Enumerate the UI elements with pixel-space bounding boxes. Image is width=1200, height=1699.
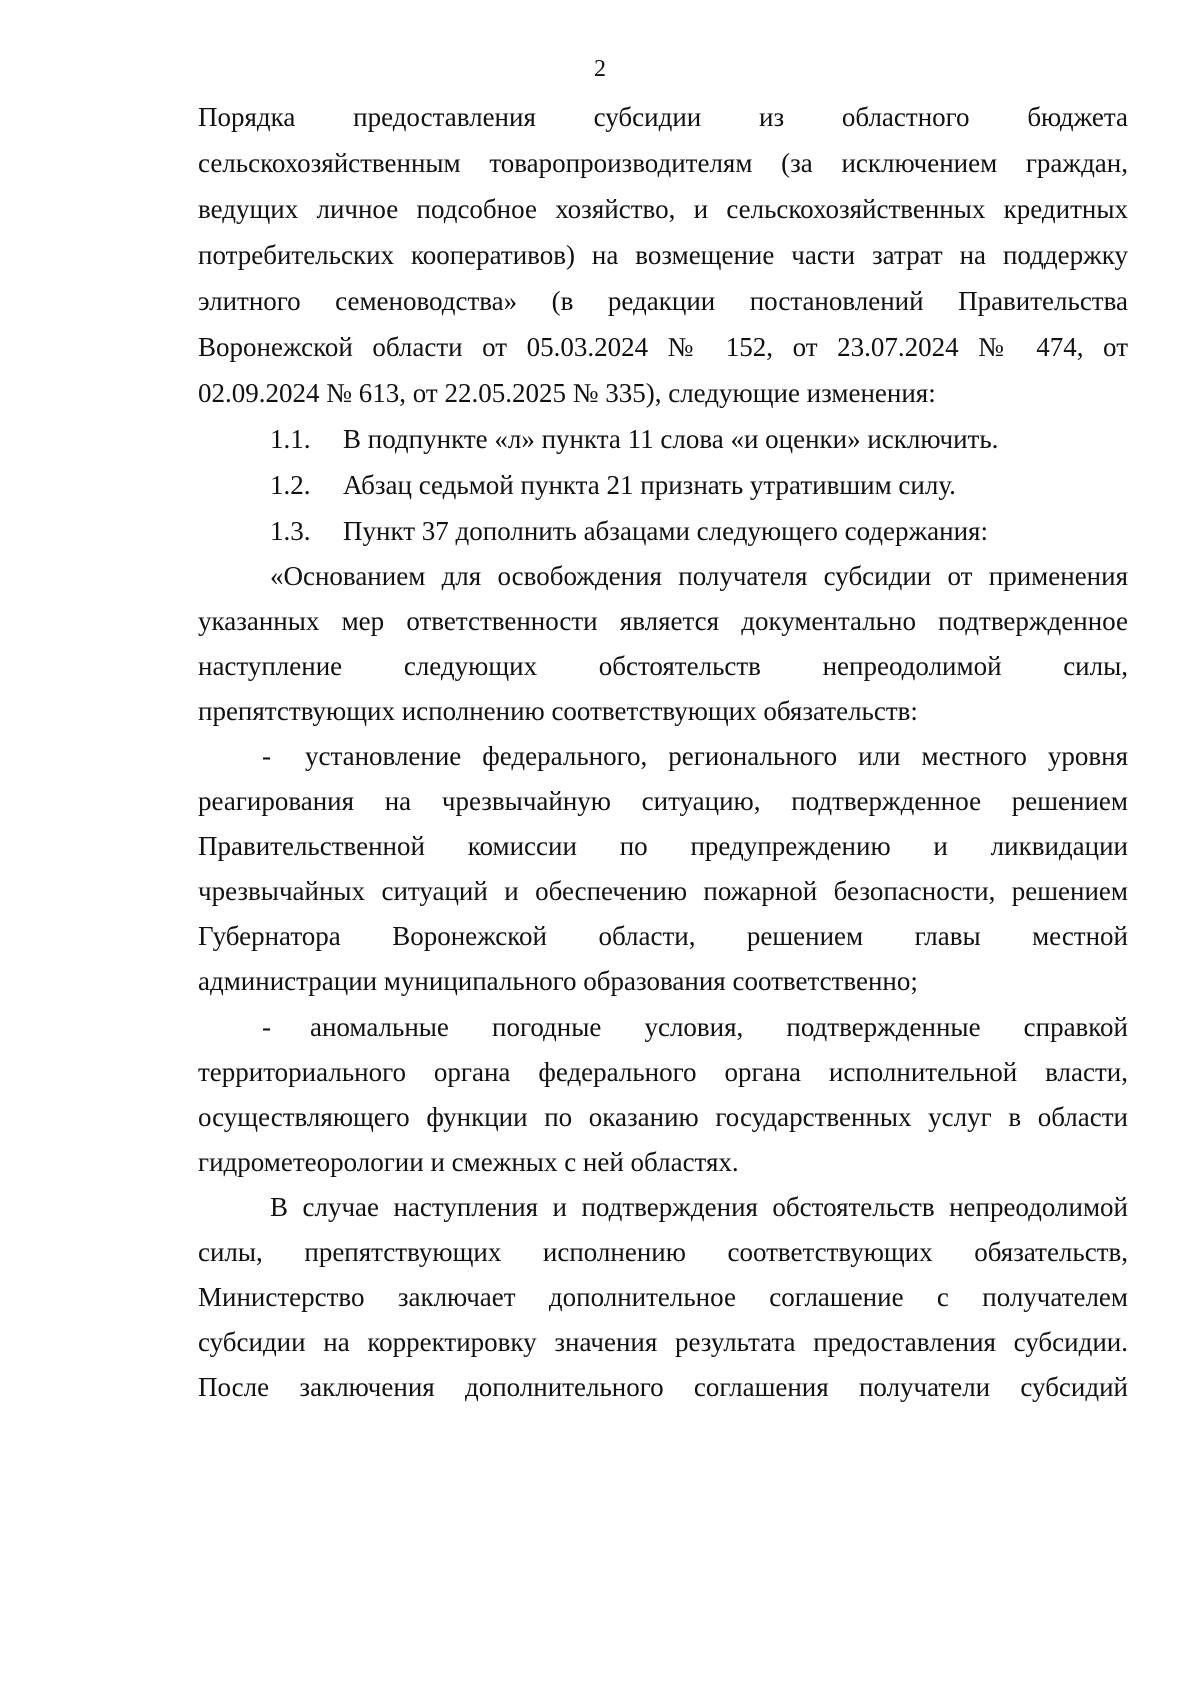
quote-line: препятствующих исполнению соответствующих обязательств:: [198, 696, 918, 726]
final-line: Министерство заключает дополнительное соглашение с получателем: [198, 1282, 1128, 1312]
intro-line: сельскохозяйственным товаропроизводителям (за исключением граждан,: [198, 148, 1128, 178]
item-text: Пункт 37 дополнить абзацами следующего содержания:: [343, 516, 988, 546]
bullet-line: Губернатора Воронежской области, решением главы местной: [198, 921, 1128, 951]
intro-line: элитного семеноводства» (в редакции постановлений Правительства: [198, 286, 1128, 316]
final-line: После заключения дополнительного соглашения получатели субсидий: [198, 1372, 1128, 1402]
bullet-line: администрации муниципального образования соответственно;: [198, 966, 918, 996]
quote-line: «Основанием для освобождения получателя субсидии от применения: [270, 561, 1128, 591]
bullet-line: чрезвычайных ситуаций и обеспечению пожарной безопасности, решением: [198, 876, 1128, 906]
bullet-dash: -: [262, 741, 271, 771]
bullet-line: реагирования на чрезвычайную ситуацию, подтвержденное решением: [198, 786, 1128, 816]
quote-line: наступление следующих обстоятельств непреодолимой силы,: [198, 651, 1128, 681]
item-text: В подпункте «л» пункта 11 слова «и оценки» исключить.: [343, 424, 999, 454]
bullet-line: гидрометеорологии и смежных с ней областях.: [198, 1147, 739, 1177]
item-number: 1.1.: [270, 424, 311, 454]
bullet-line: Правительственной комиссии по предупреждению и ликвидации: [198, 831, 1128, 861]
page-number: 2: [594, 56, 606, 82]
intro-line: Порядка предоставления субсидии из областного бюджета: [198, 102, 1128, 132]
intro-line: 02.09.2024 № 613, от 22.05.2025 № 335), следующие изменения:: [198, 378, 936, 408]
bullet-line: аномальные погодные условия, подтвержденные справкой: [310, 1012, 1128, 1042]
intro-line: ведущих личное подсобное хозяйство, и сельскохозяйственных кредитных: [198, 194, 1128, 224]
intro-line: Воронежской области от 05.03.2024 № 152, от 23.07.2024 № 474, от: [198, 332, 1128, 362]
final-line: субсидии на корректировку значения результата предоставления субсидии.: [198, 1327, 1128, 1357]
final-line: силы, препятствующих исполнению соответствующих обязательств,: [198, 1237, 1128, 1267]
item-number: 1.3.: [270, 516, 311, 546]
bullet-line: осуществляющего функции по оказанию государственных услуг в области: [198, 1102, 1128, 1132]
quote-line: указанных мер ответственности является документально подтвержденное: [198, 606, 1128, 636]
final-line: В случае наступления и подтверждения обстоятельств непреодолимой: [270, 1192, 1128, 1222]
item-number: 1.2.: [270, 470, 311, 500]
bullet-line: установление федерального, регионального или местного уровня: [305, 741, 1128, 771]
bullet-line: территориального органа федерального органа исполнительной власти,: [198, 1057, 1128, 1087]
bullet-dash: -: [262, 1012, 271, 1042]
intro-line: потребительских кооперативов) на возмещение части затрат на поддержку: [198, 240, 1128, 270]
item-text: Абзац седьмой пункта 21 признать утратившим силу.: [343, 470, 956, 500]
